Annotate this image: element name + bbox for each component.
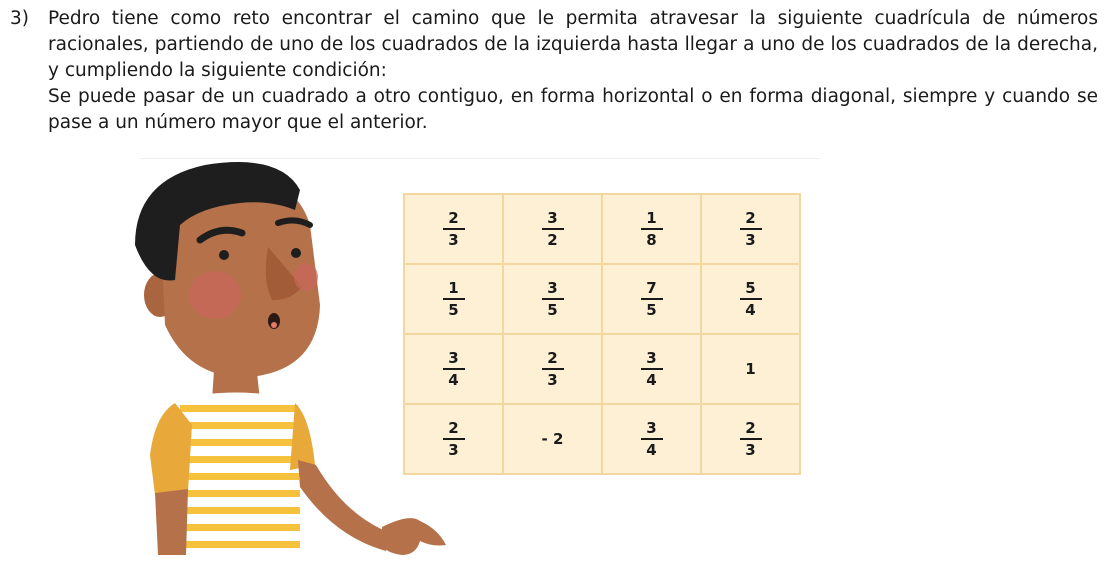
grid-cell xyxy=(503,194,602,264)
numerator: 5 xyxy=(745,279,756,297)
fraction xyxy=(542,209,564,249)
grid-cell xyxy=(701,334,800,404)
fraction xyxy=(443,349,465,389)
grid-row xyxy=(404,334,800,404)
fraction xyxy=(443,279,465,319)
grid-cell xyxy=(602,404,701,474)
numerator: 2 xyxy=(745,419,756,437)
numerator: 3 xyxy=(547,209,558,227)
denominator: 3 xyxy=(448,441,459,459)
fraction-bar xyxy=(641,438,663,440)
problem-statement xyxy=(10,6,1098,136)
denominator: 4 xyxy=(646,441,657,459)
numerator: 1 xyxy=(448,279,459,297)
fraction-bar xyxy=(740,438,762,440)
grid-cell xyxy=(503,264,602,334)
denominator: 8 xyxy=(646,231,657,249)
fraction xyxy=(641,419,663,459)
fraction-bar xyxy=(641,368,663,370)
grid-cell xyxy=(602,194,701,264)
denominator: 4 xyxy=(745,301,756,319)
grid-row xyxy=(404,404,800,474)
fraction-bar xyxy=(443,228,465,230)
denominator: 3 xyxy=(745,231,756,249)
fraction-bar xyxy=(443,438,465,440)
problem-number: 3) xyxy=(10,8,29,29)
denominator: 3 xyxy=(448,231,459,249)
problem-paragraph-1: Pedro tiene como reto encontrar el camino que le permita atravesar la siguiente cuadrícula de números racionales, partiendo de uno de los cuadrados de la izquierda hasta llegar a uno de los cuadrados de la derecha, y cumpliendo la siguiente condición: xyxy=(48,8,1098,81)
fraction-bar xyxy=(641,228,663,230)
numerator: 2 xyxy=(547,349,558,367)
grid-cell xyxy=(701,194,800,264)
fraction xyxy=(443,209,465,249)
problem-paragraph-2: Se puede pasar de un cuadrado a otro contiguo, en forma horizontal o en forma diagonal, siempre y cuando se pase a un número mayor que el anterior. xyxy=(48,86,1098,133)
rational-number-grid xyxy=(403,193,801,475)
arm xyxy=(298,460,390,551)
grid-cell xyxy=(503,404,602,474)
fraction xyxy=(740,209,762,249)
numerator: 3 xyxy=(646,419,657,437)
denominator: 4 xyxy=(448,371,459,389)
grid-cell xyxy=(404,334,503,404)
denominator: 5 xyxy=(646,301,657,319)
numerator: 3 xyxy=(448,349,459,367)
fraction-bar xyxy=(443,368,465,370)
fraction-bar xyxy=(740,298,762,300)
fraction xyxy=(641,279,663,319)
denominator: 5 xyxy=(547,301,558,319)
grid-cell xyxy=(701,264,800,334)
grid-row xyxy=(404,194,800,264)
grid-row xyxy=(404,264,800,334)
numerator: 2 xyxy=(448,419,459,437)
fraction-bar xyxy=(542,298,564,300)
grid-cell xyxy=(701,404,800,474)
denominator: 3 xyxy=(547,371,558,389)
fraction-bar xyxy=(641,298,663,300)
denominator: 4 xyxy=(646,371,657,389)
grid-cell xyxy=(404,264,503,334)
shirt-stripes xyxy=(178,405,300,548)
fraction xyxy=(542,279,564,319)
fraction-bar xyxy=(542,228,564,230)
fraction xyxy=(641,209,663,249)
grid-cell xyxy=(404,404,503,474)
grid-cell xyxy=(602,264,701,334)
grid-cell xyxy=(602,334,701,404)
numerator: 7 xyxy=(646,279,657,297)
numerator: 3 xyxy=(646,349,657,367)
fraction xyxy=(740,419,762,459)
cell-value: - 2 xyxy=(541,430,564,448)
cell-value: 1 xyxy=(745,360,756,378)
hand xyxy=(382,518,446,555)
fraction-bar xyxy=(542,368,564,370)
denominator: 3 xyxy=(745,441,756,459)
grid-cell xyxy=(404,194,503,264)
numerator: 1 xyxy=(646,209,657,227)
grid-cell xyxy=(503,334,602,404)
fraction xyxy=(443,419,465,459)
fraction xyxy=(740,279,762,319)
numerator: 2 xyxy=(448,209,459,227)
denominator: 2 xyxy=(547,231,558,249)
numerator: 2 xyxy=(745,209,756,227)
fraction-bar xyxy=(740,228,762,230)
numerator: 3 xyxy=(547,279,558,297)
denominator: 5 xyxy=(448,301,459,319)
fraction xyxy=(542,349,564,389)
fraction xyxy=(641,349,663,389)
fraction-bar xyxy=(443,298,465,300)
